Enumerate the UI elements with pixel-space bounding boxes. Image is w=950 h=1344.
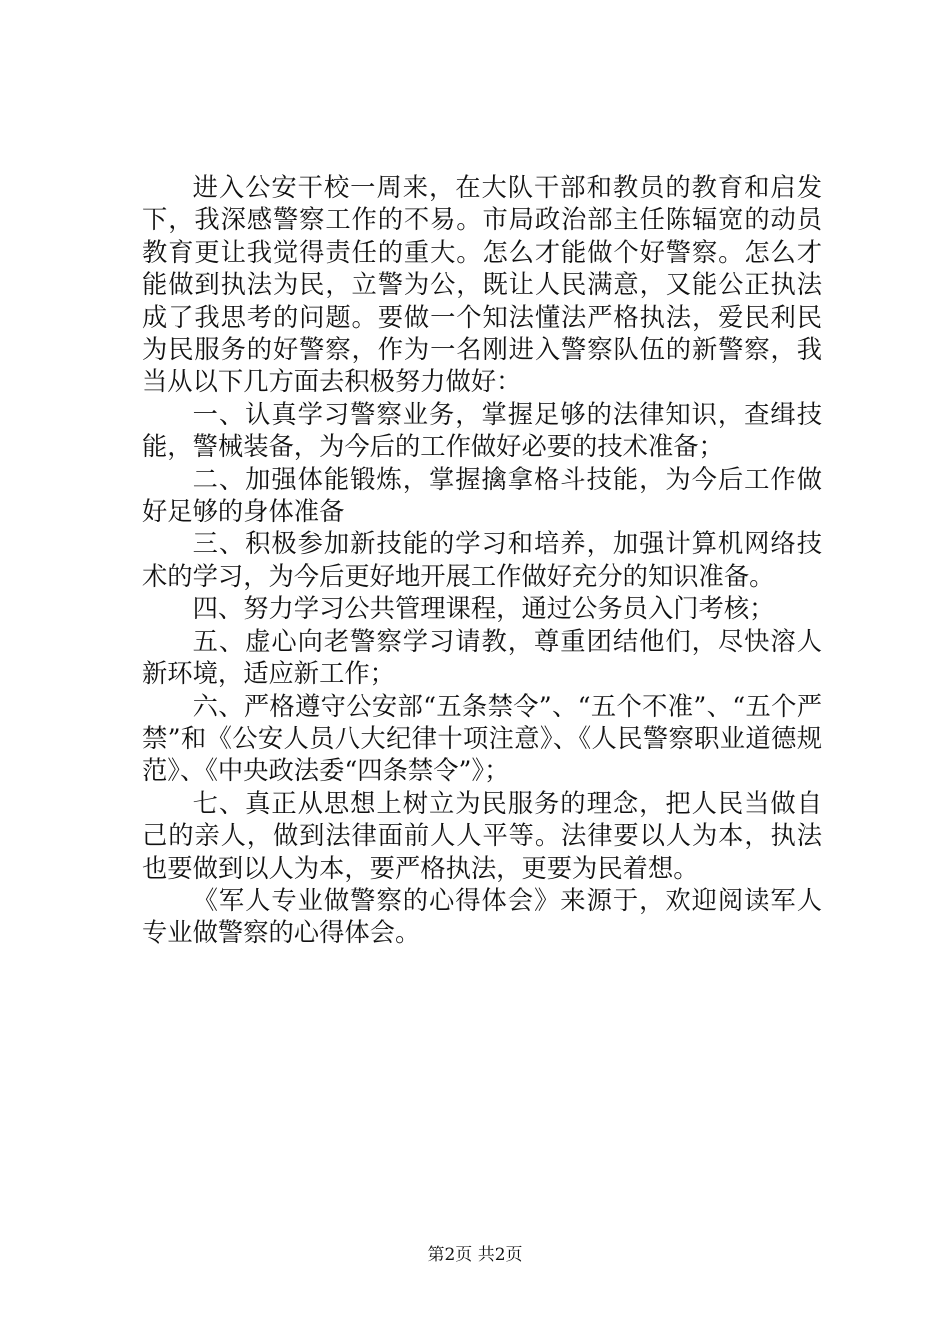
paragraph-item-1: 一、认真学习警察业务，掌握足够的法律知识，查缉技能，警械装备，为今后的工作做好必要的技术准备；: [142, 399, 822, 462]
paragraph-item-4: 四、努力学习公共管理课程，通过公务员入门考核；: [192, 594, 775, 624]
paragraph-item-6: 六、严格遵守公安部“五条禁令”、“五个不准”、“五个严禁”和《公安人员八大纪律十项注意》、《人民警察职业道德规范》、《中央政法委“四条禁令”》；: [142, 691, 822, 786]
paragraph-item-5: 五、虚心向老警察学习请教，尊重团结他们，尽快溶人新环境，适应新工作；: [142, 626, 822, 689]
paragraph-item-3: 三、积极参加新技能的学习和培养，加强计算机网络技术的学习，为今后更好地开展工作做好充分的知识准备。: [142, 529, 822, 591]
paragraph-source-note: 《军人专业做警察的心得体会》来源于，欢迎阅读军人专业做警察的心得体会。: [142, 885, 822, 948]
paragraph-item-2: 二、加强体能锻炼，掌握擒拿格斗技能，为今后工作做好足够的身体准备: [142, 464, 822, 527]
document-body: [142, 172, 822, 950]
paragraph-intro: 进入公安干校一周来，在大队干部和教员的教育和启发下，我深感警察工作的不易。市局政治部主任陈辐宽的动员教育更让我觉得责任的重大。怎么才能做个好警察。怎么才能做到执法为民，立警为公，既让人民满意，又能公正执法成了我思考的问题。要做一个知法懂法严格执法，爱民利民为民服务的好警察，作为一名刚进入警察队伍的新警察，我当从以下几方面去积极努力做好：: [142, 173, 822, 397]
page-number-label: 第2页 共2页: [427, 1245, 523, 1265]
page-footer: [0, 1244, 950, 1266]
paragraph-item-7: 七、真正从思想上树立为民服务的理念，把人民当做自己的亲人，做到法律面前人人平等。法律要以人为本，执法也要做到以人为本，要严格执法，更要为民着想。: [142, 788, 822, 883]
